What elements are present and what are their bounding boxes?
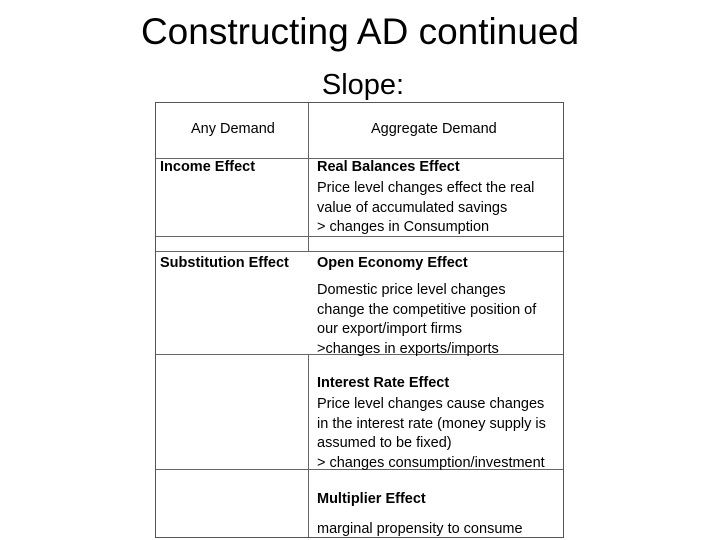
text-line: in the interest rate (money supply is [317, 415, 546, 432]
header-aggregate-demand: Aggregate Demand [371, 121, 497, 137]
real-balances-effect-text [317, 179, 534, 238]
text-line: Domestic price level changes [317, 282, 506, 298]
interest-rate-effect-title: Interest Rate Effect [317, 375, 450, 391]
header-any-demand: Any Demand [191, 121, 275, 137]
slide-title: Constructing AD continued [140, 11, 580, 52]
row-divider [156, 251, 563, 252]
text-line: > changes in Consumption [317, 219, 490, 235]
income-effect-label: Income Effect [160, 159, 256, 175]
real-balances-effect-title: Real Balances Effect [317, 159, 460, 175]
text-line: Price level changes cause changes [317, 396, 545, 412]
effects-table [155, 102, 564, 538]
text-line: Price level changes effect the real [317, 180, 535, 196]
column-divider-top [308, 103, 309, 251]
text-line: our export/import firms [317, 321, 463, 337]
text-line: marginal propensity to consume [317, 521, 523, 537]
open-economy-effect-title: Open Economy Effect [317, 255, 468, 271]
open-economy-effect-text [317, 281, 536, 359]
text-line: >changes in exports/imports [317, 340, 499, 357]
text-line: > changes consumption/investment [317, 454, 545, 471]
interest-rate-effect-text [317, 395, 546, 473]
column-divider-bottom [308, 354, 309, 537]
multiplier-effect-title: Multiplier Effect [317, 491, 426, 507]
text-line: value of accumulated savings [317, 199, 508, 216]
text-line: change the competitive position of [317, 301, 537, 318]
multiplier-effect-text [317, 520, 523, 540]
text-line: assumed to be fixed) [317, 435, 452, 451]
substitution-effect-label: Substitution Effect [160, 255, 289, 271]
slide-subtitle: Slope: [321, 69, 405, 101]
